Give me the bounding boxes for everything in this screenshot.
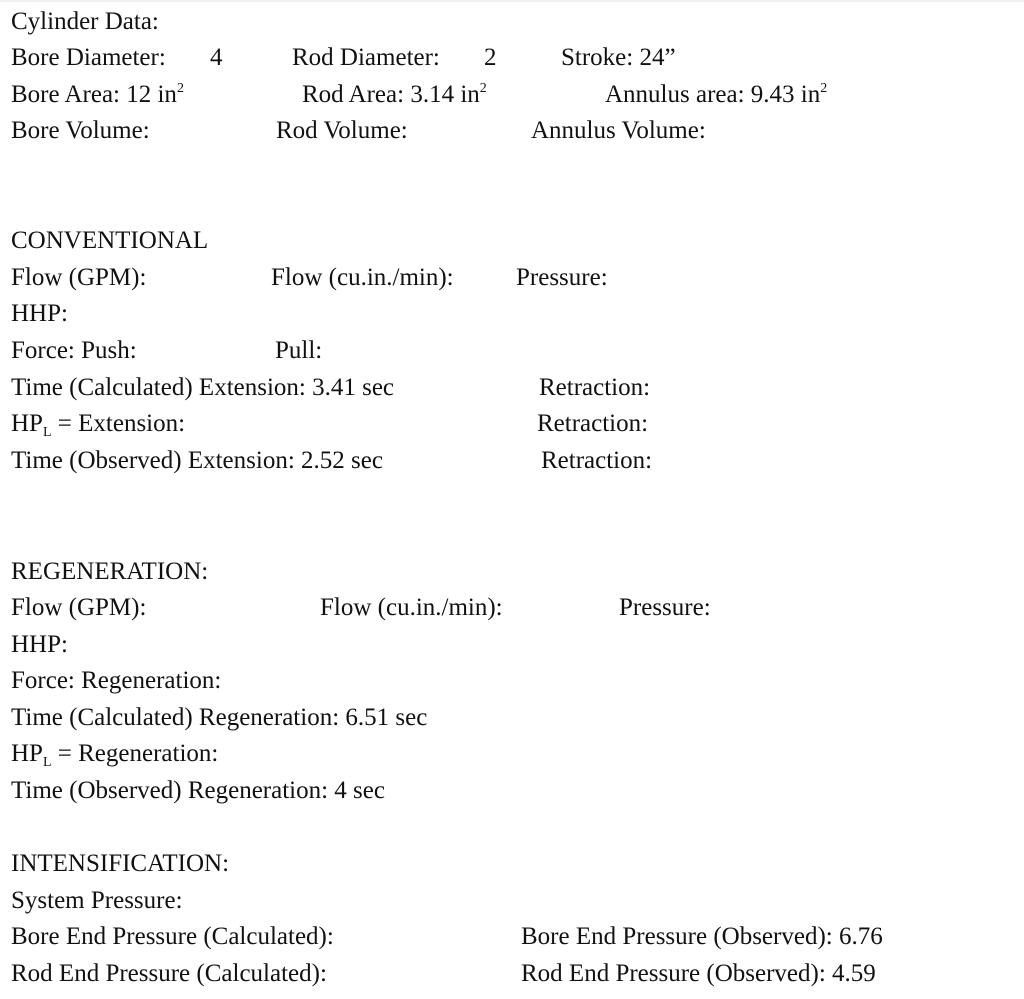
conventional-time-calculated: Time (Calculated) Extension: 3.41 sec	[11, 374, 395, 401]
rod-area-text: Rod Area: 3.14 in	[302, 81, 480, 108]
conventional-pull: Pull:	[275, 337, 323, 364]
rod-volume-label: Rod Volume:	[276, 117, 408, 144]
conventional-retraction-hpl: Retraction:	[537, 410, 649, 437]
conventional-pressure: Pressure:	[516, 264, 608, 291]
regeneration-flow-cuin: Flow (cu.in./min):	[320, 594, 503, 621]
hpl-subscript: L	[42, 755, 52, 770]
conventional-heading: CONVENTIONAL	[11, 227, 209, 254]
bore-volume-label: Bore Volume:	[11, 117, 150, 144]
bore-area-text: Bore Area: 12 in	[11, 81, 177, 108]
rod-area	[302, 80, 487, 110]
conventional-force-push: Force: Push:	[11, 337, 137, 364]
hpl-subscript: L	[42, 425, 52, 440]
system-pressure: System Pressure:	[11, 887, 183, 914]
top-border	[0, 0, 1024, 2]
rod-diameter-label: Rod Diameter:	[292, 44, 440, 71]
conventional-flow-gpm: Flow (GPM):	[11, 264, 147, 291]
regeneration-hpl	[11, 739, 218, 769]
bore-area	[11, 80, 184, 110]
hpl-extension-text: = Extension:	[51, 410, 186, 437]
rod-end-pressure-calculated: Rod End Pressure (Calculated):	[11, 960, 327, 987]
regeneration-pressure: Pressure:	[619, 594, 711, 621]
conventional-flow-cuin: Flow (cu.in./min):	[271, 264, 454, 291]
annulus-area	[605, 80, 827, 110]
conventional-retraction-calculated: Retraction:	[539, 374, 651, 401]
regeneration-heading: REGENERATION:	[11, 558, 209, 585]
rod-area-exponent: 2	[479, 81, 487, 96]
bore-diameter-label: Bore Diameter:	[11, 44, 166, 71]
conventional-time-observed: Time (Observed) Extension: 2.52 sec	[11, 447, 383, 474]
cylinder-data-heading: Cylinder Data:	[11, 8, 159, 35]
annulus-area-text: Annulus area: 9.43 in	[605, 81, 821, 108]
stroke-value: Stroke: 24”	[561, 44, 676, 71]
hpl-prefix: HP	[11, 410, 43, 437]
intensification-heading: INTENSIFICATION:	[11, 850, 230, 877]
regeneration-flow-gpm: Flow (GPM):	[11, 594, 147, 621]
conventional-retraction-observed: Retraction:	[541, 447, 653, 474]
hpl-prefix: HP	[11, 740, 43, 767]
regeneration-force: Force: Regeneration:	[11, 667, 222, 694]
conventional-hpl-extension	[11, 409, 185, 439]
annulus-volume-label: Annulus Volume:	[531, 117, 706, 144]
bore-area-exponent: 2	[176, 81, 184, 96]
regeneration-time-calculated: Time (Calculated) Regeneration: 6.51 sec	[11, 704, 428, 731]
regeneration-hhp: HHP:	[11, 631, 68, 658]
rod-diameter-value: 2	[484, 44, 497, 71]
bore-end-pressure-observed: Bore End Pressure (Observed): 6.76	[521, 923, 883, 950]
conventional-hhp: HHP:	[11, 300, 68, 327]
annulus-area-exponent: 2	[820, 81, 828, 96]
bore-end-pressure-calculated: Bore End Pressure (Calculated):	[11, 923, 334, 950]
hpl-regeneration-text: = Regeneration:	[51, 740, 219, 767]
rod-end-pressure-observed: Rod End Pressure (Observed): 4.59	[521, 960, 876, 987]
bore-diameter-value: 4	[210, 44, 223, 71]
regeneration-time-observed: Time (Observed) Regeneration: 4 sec	[11, 777, 385, 804]
